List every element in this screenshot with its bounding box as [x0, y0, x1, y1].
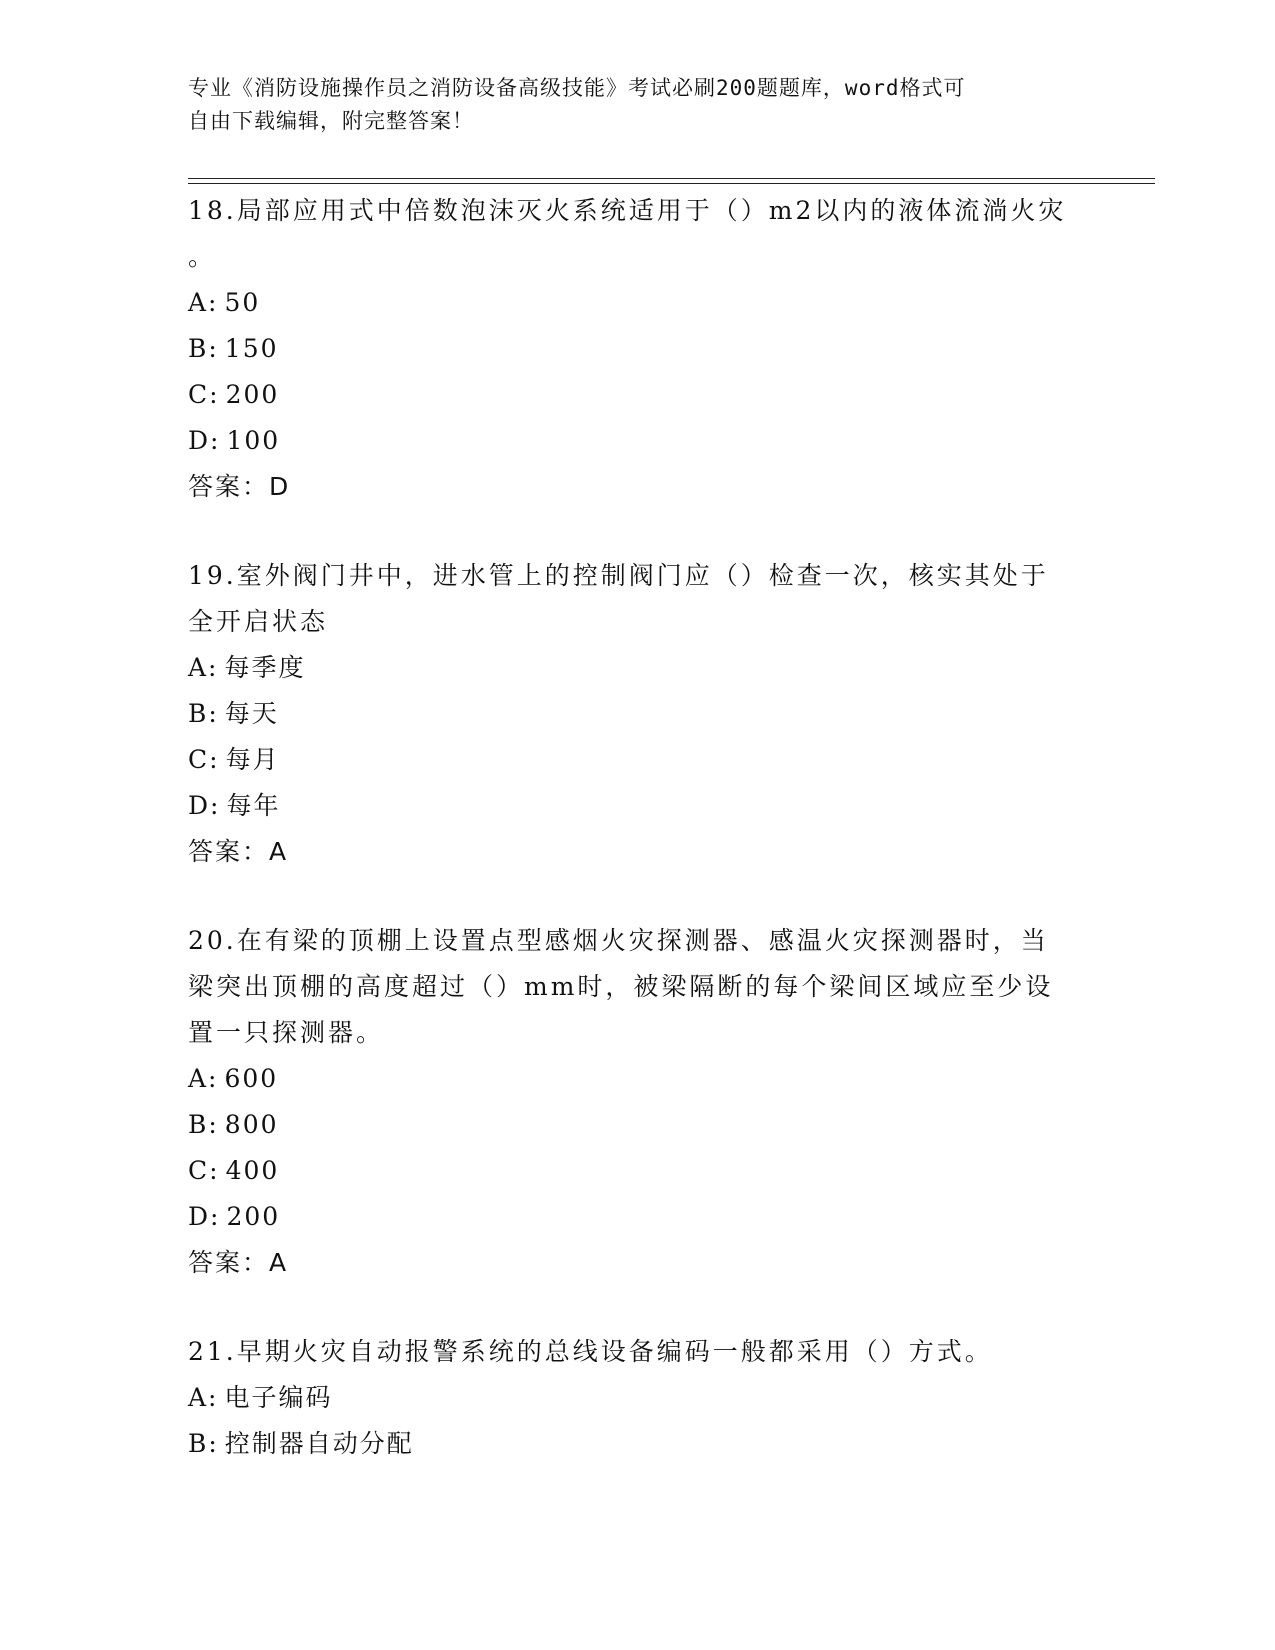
header-divider-bottom	[188, 183, 1155, 184]
option-letter: D:	[188, 1202, 221, 1231]
option-b	[188, 691, 1088, 737]
question-text-line: 置一只探测器。	[188, 1018, 385, 1047]
question-text-line: 梁突出顶棚的高度超过（）mm时，被梁隔断的每个梁间区域应至少设	[188, 972, 1054, 1001]
option-letter: C:	[188, 1156, 220, 1185]
option-c	[188, 372, 1088, 418]
document-header	[188, 72, 1068, 138]
option-c	[188, 737, 1088, 783]
option-a	[188, 1375, 1088, 1421]
option-b	[188, 326, 1088, 372]
header-divider-top	[188, 178, 1155, 179]
option-letter: D:	[188, 791, 221, 820]
question-text-line: 20.在有梁的顶棚上设置点型感烟火灾探测器、感温火灾探测器时，当	[188, 926, 1049, 955]
option-value: 600	[224, 1064, 279, 1093]
option-a	[188, 1056, 1088, 1102]
option-value: 每季度	[224, 653, 306, 682]
option-value: 每月	[225, 745, 280, 774]
option-b	[188, 1102, 1088, 1148]
question-21	[188, 1329, 1088, 1467]
question-18	[188, 188, 1088, 510]
answer-line: 答案：A	[188, 837, 289, 866]
option-value: 200	[226, 1202, 281, 1231]
option-letter: B:	[188, 1110, 219, 1139]
option-d	[188, 783, 1088, 829]
question-19	[188, 553, 1088, 875]
question-text-line: 21.早期火灾自动报警系统的总线设备编码一般都采用（）方式。	[188, 1337, 993, 1366]
option-letter: A:	[188, 1383, 219, 1412]
question-text-line: 。	[188, 242, 217, 271]
option-value: 150	[224, 334, 279, 363]
option-letter: C:	[188, 380, 220, 409]
option-a	[188, 280, 1088, 326]
option-letter: C:	[188, 745, 220, 774]
option-letter: B:	[188, 1429, 219, 1458]
question-list	[188, 188, 1088, 1510]
answer-line: 答案：D	[188, 472, 291, 501]
question-text-line: 19.室外阀门井中，进水管上的控制阀门应（）检查一次，核实其处于	[188, 561, 1049, 590]
option-letter: A:	[188, 653, 219, 682]
option-letter: D:	[188, 426, 221, 455]
option-value: 每天	[224, 699, 279, 728]
header-line-1: 专业《消防设施操作员之消防设备高级技能》考试必刷200题题库，word格式可	[188, 76, 966, 100]
option-value: 100	[226, 426, 281, 455]
option-value: 每年	[226, 791, 281, 820]
option-a	[188, 645, 1088, 691]
option-b	[188, 1421, 1088, 1467]
option-d	[188, 1194, 1088, 1240]
option-value: 控制器自动分配	[224, 1429, 414, 1458]
option-d	[188, 418, 1088, 464]
option-value: 200	[225, 380, 280, 409]
question-text-line: 全开启状态	[188, 607, 329, 636]
option-c	[188, 1148, 1088, 1194]
option-value: 400	[225, 1156, 280, 1185]
question-20	[188, 918, 1088, 1286]
header-line-2: 自由下载编辑，附完整答案！	[188, 109, 474, 133]
option-value: 电子编码	[224, 1383, 333, 1412]
option-letter: B:	[188, 334, 219, 363]
option-letter: A:	[188, 1064, 219, 1093]
option-value: 50	[224, 288, 261, 317]
answer-line: 答案：A	[188, 1248, 289, 1277]
question-text-line: 18.局部应用式中倍数泡沫灭火系统适用于（）m2以内的液体流淌火灾	[188, 196, 1067, 225]
option-letter: A:	[188, 288, 219, 317]
option-letter: B:	[188, 699, 219, 728]
option-value: 800	[224, 1110, 279, 1139]
